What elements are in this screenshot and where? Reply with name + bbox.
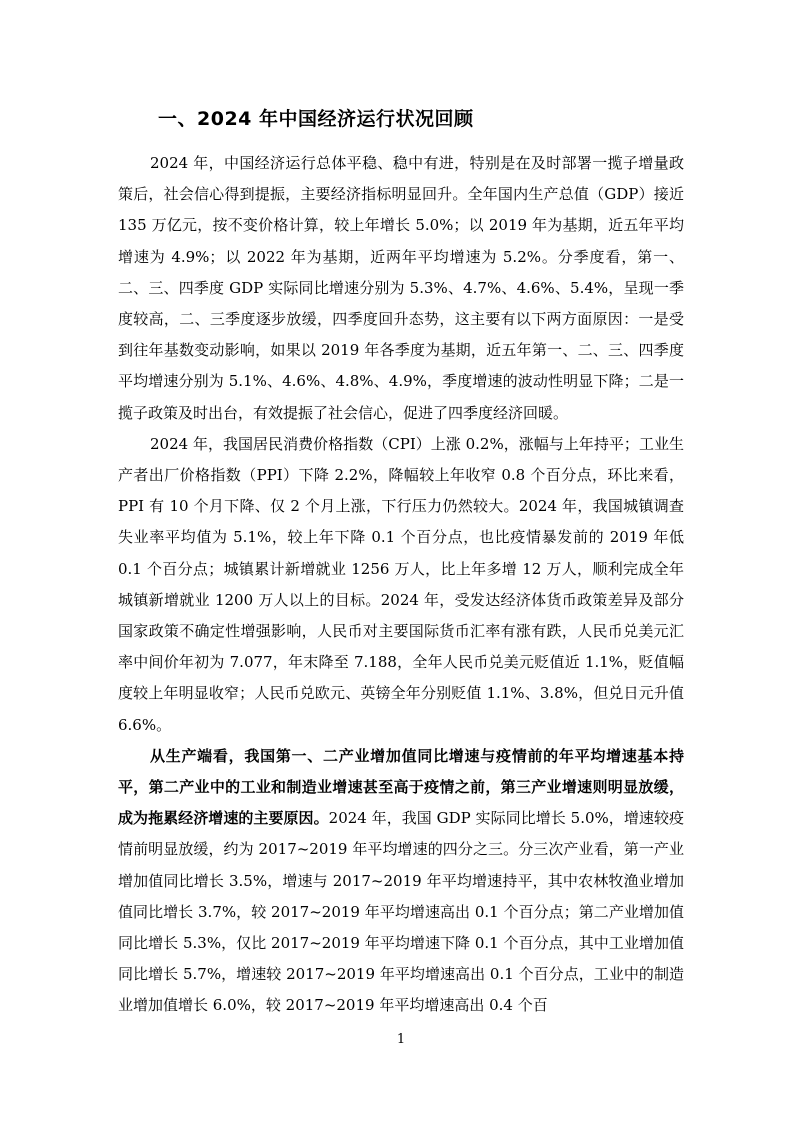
section-heading: 一、2024 年中国经济运行状况回顾 xyxy=(158,108,474,130)
paragraph-text: 2024 年，中国经济运行总体平稳、稳中有进，特别是在及时部署一揽子增量政策后，社会信心得到提振，主要经济指标明显回升。全年国内生产总值（GDP）接近 135 万亿元，按不变价格计算，较上年增长 5.0%；以 2019 年为基期，近五年平均增速为 4.9%；以 2022 年为基期，近两年平均增速为 5.2%。分季度看，第一、二、三、四季度 GDP 实际同比增速分别为 5.3%、4.7%、4.6%、5.4%，呈现一季度较高，二、三季度逐步放缓，四季度回升态势，这主要有以下两方面原因：一是受到往年基数变动影响，如果以 2019 年各季度为基期，近五年第一、二、三、四季度平均增速分别为 5.1%、4.6%、4.8%、4.9%，季度增速的波动性明显下降；二是一揽子政策及时出台，有效提振了社会信心，促进了四季度经济回暖。 xyxy=(118,154,684,422)
paragraph-bold-lead: 从生产端看，我国第一、二产业增加值同比增速与疫情前的年平均增速基本持平，第二产业中的工业和制造业增速甚至高于疫情之前，第三产业增速则明显放缓，成为拖累经济增速的主要原因。 xyxy=(118,746,684,828)
paragraph-production-side xyxy=(118,741,684,1022)
paragraph-prices-employment xyxy=(118,429,684,741)
paragraph-text: 2024 年，我国 GDP 实际同比增长 5.0%，增速较疫情前明显放缓，约为 2017~2019 年平均增速的四分之三。分三次产业看，第一产业增加值同比增长 3.5%，增速与 2017~2019 年平均增速持平，其中农林牧渔业增加值同比增长 3.7%，较 2017~2019 年平均增速高出 0.1 个百分点；第二产业增加值同比增长 5.3%，仅比 2017~2019 年平均增速下降 0.1 个百分点，其中工业增加值同比增长 5.7%，增速较 2017~2019 年平均增速高出 0.1 个百分点，工业中的制造业增加值增长 6.0%，较 2017~2019 年平均增速高出 0.4 个百 xyxy=(118,809,684,1015)
paragraph-overview xyxy=(118,148,684,429)
paragraph-text: 2024 年，我国居民消费价格指数（CPI）上涨 0.2%，涨幅与上年持平；工业生产者出厂价格指数（PPI）下降 2.2%，降幅较上年收窄 0.8 个百分点，环比来看，PPI 有 10 个月下降、仅 2 个月上涨，下行压力仍然较大。2024 年，我国城镇调查失业率平均值为 5.1%，较上年下降 0.1 个百分点，也比疫情暴发前的 2019 年低 0.1 个百分点；城镇累计新增就业 1256 万人，比上年多增 12 万人，顺利完成全年城镇新增就业 1200 万人以上的目标。2024 年，受发达经济体货币政策差异及部分国家政策不确定性增强影响，人民币对主要国际货币汇率有涨有跌，人民币兑美元汇率中间价年初为 7.077，年末降至 7.188，全年人民币兑美元贬值近 1.1%，贬值幅度较上年明显收窄；人民币兑欧元、英镑全年分别贬值 1.1%、3.8%，但兑日元升值 6.6%。 xyxy=(118,434,684,734)
page-number: 1 xyxy=(396,1032,406,1047)
